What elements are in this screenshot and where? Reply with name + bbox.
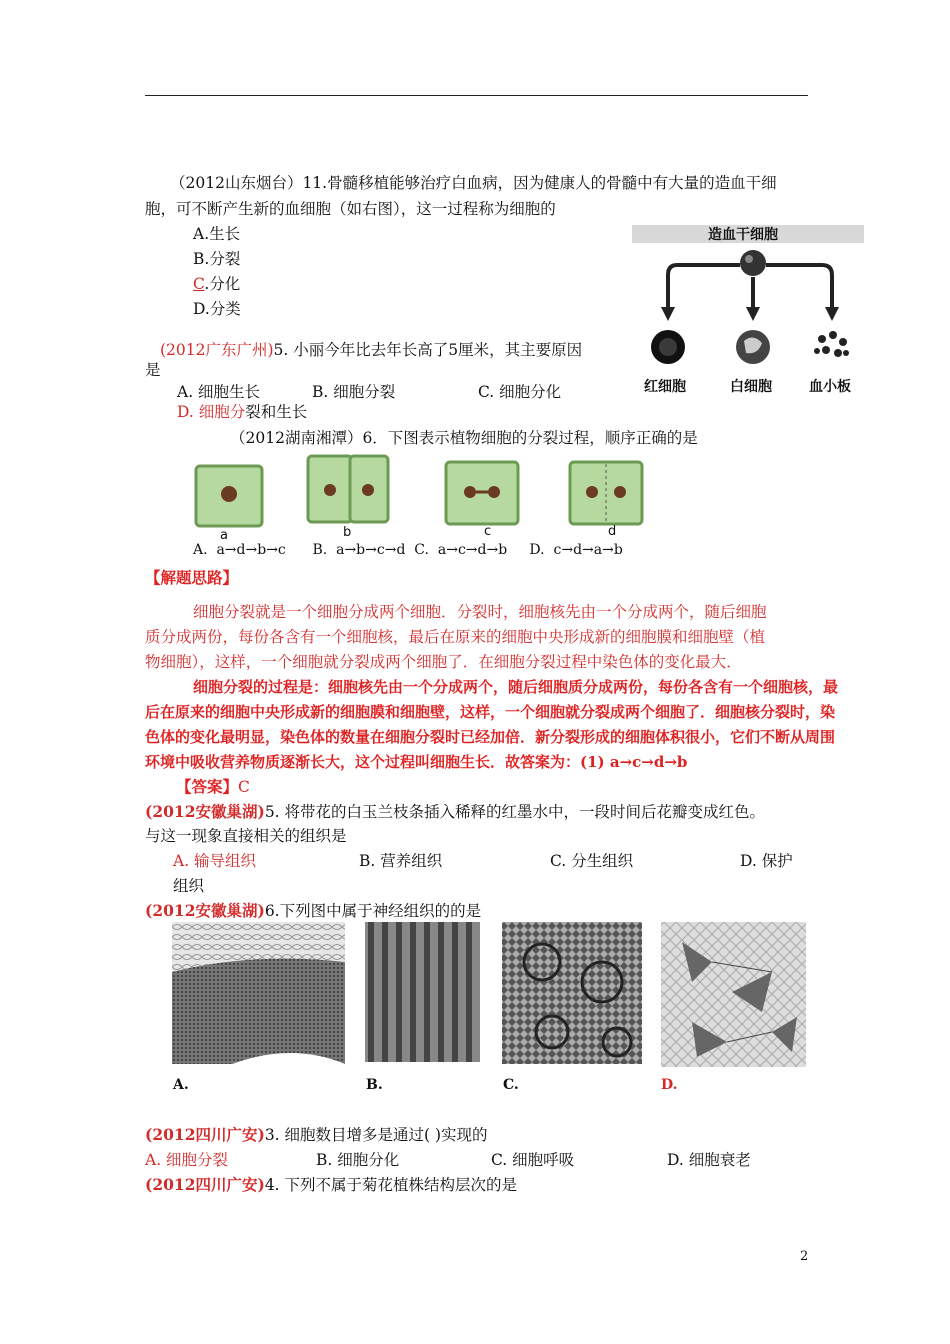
stem-cell-arrows [632, 243, 864, 373]
cell-a [196, 466, 262, 526]
analysis-heading: 【解题思路】 [145, 568, 239, 587]
cell-label-a: a [220, 528, 228, 543]
stem-cell-icon [740, 250, 766, 276]
header-rule [145, 95, 808, 96]
tissue-label-b: B. [366, 1077, 383, 1093]
platelet-label: 血小板 [809, 379, 851, 395]
q3-line1: （2012湖南湘潭）6．下图表示植物细胞的分裂过程，顺序正确的是 [230, 429, 698, 447]
q4-line1: (2012安徽巢湖)5. 将带花的白玉兰枝条插入稀释的红墨水中，一段时间后花瓣变成红色。 [145, 802, 766, 821]
q2-option-c: C. 细胞分化 [478, 383, 562, 401]
tissue-label-a: A. [173, 1077, 189, 1093]
q2-line2: 是 [145, 361, 161, 379]
tissue-d-image [661, 922, 806, 1067]
tissue-images [172, 922, 807, 1072]
analysis-p2-line3: 色体的变化最明显，染色体的数量在细胞分裂时已经加倍．新分裂形成的细胞体积很小，它们不断从周围 [145, 728, 836, 746]
q1-option-a: A.生长 [193, 225, 241, 243]
q2-line1: (2012广东广州)5. 小丽今年比去年长高了5厘米，其主要原因 [160, 341, 583, 359]
q2-option-d: D. 细胞分裂和生长 [177, 403, 308, 421]
q4-option-d: D. 保护 [740, 852, 793, 870]
cell-label-c: c [484, 524, 492, 539]
analysis-p1-line2: 质分成两份，每份各含有一个细胞核，最后在原来的细胞中央形成新的细胞膜和细胞壁（植 [145, 628, 766, 646]
answer-line: 【答案】C [176, 777, 250, 796]
q6-option-c: C. 细胞呼吸 [491, 1151, 575, 1169]
q4-option-a: A. 输导组织 [173, 852, 257, 870]
q6-option-d: D. 细胞衰老 [667, 1151, 751, 1169]
platelet-icon [814, 331, 849, 357]
q2-option-b: B. 细胞分裂 [312, 383, 396, 401]
q2-option-a: A. 细胞生长 [177, 383, 261, 401]
q4-option-d-cont: 组织 [173, 877, 205, 895]
q1-option-c: C.分化 [193, 275, 241, 293]
q1-line2: 胞，可不断产生新的血细胞（如右图），这一过程称为细胞的 [145, 200, 556, 218]
cell-label-d: d [608, 524, 617, 539]
cell-label-b: b [343, 525, 352, 540]
q7-line1: (2012四川广安)4. 下列不属于菊花植株结构层次的是 [145, 1175, 518, 1194]
q1-option-b: B.分裂 [193, 250, 241, 268]
q3-options: A. a→d→b→c B. a→b→c→d C. a→c→d→b D. c→d→a→b [193, 542, 623, 558]
tissue-a-image [172, 922, 345, 1064]
stem-cell-label: 造血干细胞 [708, 227, 778, 243]
cell-d [570, 462, 642, 524]
q6-option-b: B. 细胞分化 [316, 1151, 400, 1169]
analysis-p1-line1: 细胞分裂就是一个细胞分成两个细胞．分裂时，细胞核先由一个分成两个，随后细胞 [193, 603, 767, 621]
analysis-p2-line2: 后在原来的细胞中央形成新的细胞膜和细胞壁，这样，一个细胞就分裂成两个细胞了．细胞核分裂时，染 [145, 703, 836, 721]
q6-option-a: A. 细胞分裂 [145, 1151, 229, 1169]
q5-line1: (2012安徽巢湖)6.下列图中属于神经组织的的是 [145, 901, 482, 920]
tissue-label-d: D. [661, 1077, 678, 1093]
analysis-p1-line3: 物细胞），这样，一个细胞就分裂成两个细胞了．在细胞分裂过程中染色体的变化最大． [145, 653, 742, 671]
tissue-b-image [365, 922, 480, 1062]
stem-cell-figure [632, 225, 864, 397]
q1-option-d: D.分类 [193, 300, 241, 318]
white-cell-label: 白细胞 [730, 379, 772, 395]
page-number: 2 [800, 1249, 809, 1264]
q6-line1: (2012四川广安)3. 细胞数目增多是通过( )实现的 [145, 1125, 488, 1144]
red-cell-label: 红细胞 [644, 379, 686, 395]
cell-c [446, 462, 518, 524]
tissue-label-c: C. [503, 1077, 519, 1093]
analysis-p2-line1: 细胞分裂的过程是：细胞核先由一个分成两个，随后细胞质分成两份，每份各含有一个细胞核，最 [193, 678, 839, 696]
q1-line1: （2012山东烟台）11.骨髓移植能够治疗白血病，因为健康人的骨髓中有大量的造血干细 [170, 174, 777, 192]
cell-b [308, 456, 388, 522]
analysis-p2-line4: 环境中吸收营养物质逐渐长大，这个过程叫细胞生长．故答案为：(1) a→c→d→b [145, 753, 688, 771]
tissue-c-image [502, 922, 642, 1064]
q4-option-b: B. 营养组织 [359, 852, 443, 870]
q4-option-c: C. 分生组织 [550, 852, 634, 870]
q4-line2: 与这一现象直接相关的组织是 [145, 827, 347, 845]
